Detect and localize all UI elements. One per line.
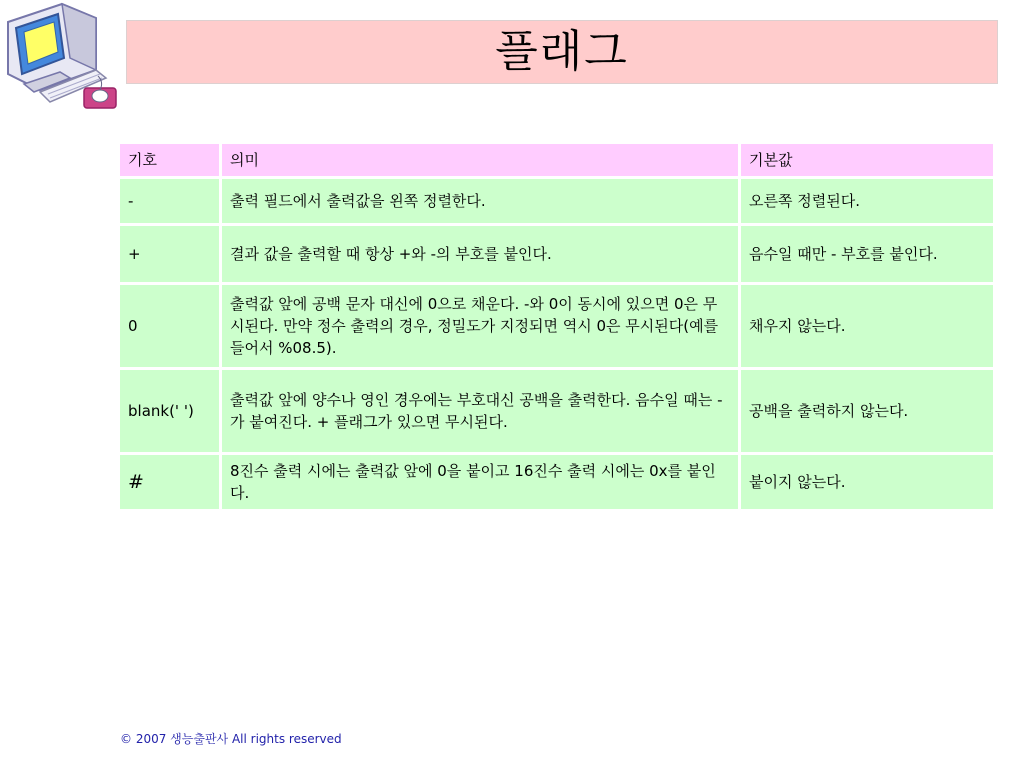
cell-symbol: # [120, 455, 219, 509]
flag-table [117, 141, 996, 512]
title-banner [126, 20, 998, 84]
copyright-footer: © 2007 생능출판사 All rights reserved [120, 732, 342, 746]
header-symbol: 기호 [120, 144, 219, 176]
table-row [120, 370, 993, 452]
table-row [120, 226, 993, 282]
header-default: 기본값 [741, 144, 993, 176]
table-row [120, 179, 993, 223]
table-row [120, 455, 993, 509]
table-header-row [120, 144, 993, 176]
cell-meaning: 출력값 앞에 양수나 영인 경우에는 부호대신 공백을 출력한다. 음수일 때는 -가 붙여진다. + 플래그가 있으면 무시된다. [222, 370, 738, 452]
cell-meaning: 8진수 출력 시에는 출력값 앞에 0을 붙이고 16진수 출력 시에는 0x를 붙인다. [222, 455, 738, 509]
cell-default: 음수일 때만 - 부호를 붙인다. [741, 226, 993, 282]
cell-default: 붙이지 않는다. [741, 455, 993, 509]
table-row [120, 285, 993, 367]
cell-meaning: 결과 값을 출력할 때 항상 +와 -의 부호를 붙인다. [222, 226, 738, 282]
page-title: 플래그 [495, 26, 629, 77]
header-meaning: 의미 [222, 144, 738, 176]
cell-default: 공백을 출력하지 않는다. [741, 370, 993, 452]
computer-clipart-icon [0, 0, 130, 112]
cell-default: 채우지 않는다. [741, 285, 993, 367]
cell-default: 오른쪽 정렬된다. [741, 179, 993, 223]
cell-symbol: 0 [120, 285, 219, 367]
cell-meaning: 출력값 앞에 공백 문자 대신에 0으로 채운다. -와 0이 동시에 있으면 0은 무시된다. 만약 정수 출력의 경우, 정밀도가 지정되면 역시 0은 무시된다(예를 들어서 %08.5). [222, 285, 738, 367]
cell-symbol: + [120, 226, 219, 282]
cell-symbol: - [120, 179, 219, 223]
cell-symbol: blank(' ') [120, 370, 219, 452]
cell-meaning: 출력 필드에서 출력값을 왼쪽 정렬한다. [222, 179, 738, 223]
